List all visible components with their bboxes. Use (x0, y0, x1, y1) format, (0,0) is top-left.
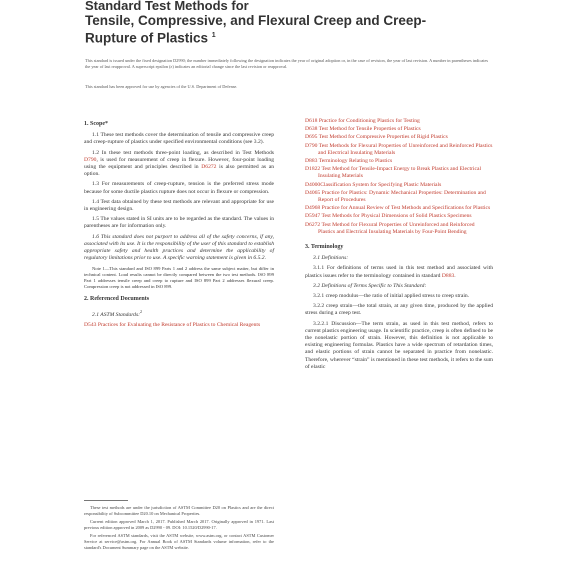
ref-title-link[interactable]: Classification System for Specifying Plastic Materials (320, 181, 442, 188)
scope-heading: 1. Scope* (84, 121, 108, 127)
note-1: Note 1—This standard and ISO 899 Parts 1 and 2 address the same subject matter, but differ in technical content. Load results cannot be directly compared between the two test methods. ISO 899 Part 1 addresses tensile creep and creep to rupture and ISO 899 Part 2 addresses flexural creep. Compression creep is not addressed in ISO 899. (84, 266, 274, 290)
ref-title-link[interactable]: Test Method for Tensile-Impact Energy to Break Plastics and Electrical Insulating Materials (318, 166, 482, 180)
ref-title-link[interactable]: Test Method for Tensile Properties of Plastics (317, 126, 421, 133)
astm-footnote-marker: 2 (140, 308, 143, 314)
footnote-rule (84, 500, 128, 501)
ref-item (305, 118, 493, 125)
para-1-2 (84, 150, 274, 179)
ref-link-d883[interactable]: D883 (441, 272, 455, 279)
para-3-2: 3.2 Definitions of Terms Specific to This Standard: (313, 282, 427, 289)
definitions-heading: 3.1 Definitions: (313, 255, 349, 262)
para-1-2-text-b: , is used for measurement of creep in flexure. However, four-point loading using the equipment and principles described in (84, 156, 274, 171)
ref-d543-title[interactable]: Practices for Evaluating the Resistance of Plastics to Chemical Reagents (96, 321, 261, 328)
title-footnote-marker: 1 (211, 32, 216, 39)
ref-code-link[interactable]: D4968 (305, 205, 321, 212)
ref-title-link[interactable]: Practice for Annual Review of Test Methods and Specifications for Plastics (320, 205, 491, 212)
ref-title-link[interactable]: Terminology Relating to Plastics (317, 158, 393, 165)
ref-item (305, 182, 493, 189)
ref-code-link[interactable]: D6272 (305, 221, 321, 228)
para-1-2-text-a: 1.2 In these test methods three-point loading, as described in Test Methods (92, 149, 274, 156)
ref-d543 (84, 322, 274, 329)
ref-d543-code[interactable]: D543 (84, 321, 97, 328)
ref-item (305, 134, 493, 141)
designation-note: This standard is issued under the fixed designation D2990; the number immediately following the designation indicates the year of original adoption or, in the case of revision, the year of last revision. A number in parentheses indicates the year of last reapproval. A superscript epsilon (ε) indicates an editorial change since the last revision or reapproval. (85, 58, 489, 69)
para-1-1: 1.1 These test methods cover the determination of tensile and compressive creep and creep-rupture of plastics under specified environmental conditions (see 3.2). (84, 132, 274, 146)
para-1-2-text-c: is also permitted as an option. (84, 164, 274, 178)
para-3-2-1: 3.2.1 creep modulus—the ratio of initial applied stress to creep strain. (313, 293, 470, 300)
footnote-2: For referenced ASTM standards, visit the ASTM website, www.astm.org, or contact ASTM Customer Service at service@astm.org. For Annual Book of ASTM Standards volume information, refer to the standard's Document Summary page on the ASTM website. (84, 533, 274, 550)
para-3-1-1 (305, 265, 493, 279)
ref-item (305, 126, 493, 133)
terminology-heading: 3. Terminology (305, 244, 344, 251)
para-3-2-2: 3.2.2 creep strain—the total strain, at any given time, produced by the applied stress during a creep test. (305, 303, 493, 317)
astm-standards-label (84, 308, 274, 319)
referenced-documents-heading: 2. Referenced Documents (84, 296, 150, 303)
ref-item (305, 205, 493, 212)
document-title (85, 0, 505, 46)
para-1-6: 1.6 This standard does not purport to address all of the safety concerns, if any, associated with its use. It is the responsibility of the user of this standard to establish appropriate safety and health practices and determine the applicability of regulatory limitations prior to use. A specific warning statement is given in 6.5.2. (84, 233, 274, 262)
ref-code-link[interactable]: D618 (305, 118, 318, 124)
ref-code-link[interactable]: D1822 (305, 166, 321, 173)
ref-item (305, 213, 493, 220)
referenced-standards-list (305, 118, 493, 236)
ref-link-d790[interactable]: D790 (84, 156, 97, 163)
right-column (305, 118, 493, 374)
footnote-1b: Current edition approved March 1, 2017. Published March 2017. Originally approved in 1971. Last previous edition approved in 2009 as D2990 - 09. DOI: 10.1520/D2990-17. (84, 519, 274, 530)
ref-title-link[interactable]: Test Methods for Flexural Properties of Unreinforced and Reinforced Plastics and Electrical Insulating Materials (317, 142, 493, 156)
ref-item (305, 222, 493, 236)
ref-code-link[interactable]: D4065 (305, 189, 321, 196)
para-1-3: 1.3 For measurements of creep-rupture, tension is the preferred stress mode because for some ductile plastics rupture does not occur in flexure or compression. (84, 181, 274, 195)
ref-item (305, 143, 493, 157)
ref-title-link[interactable]: Test Method for Compressive Properties of Rigid Plastics (317, 134, 448, 141)
ref-title-link[interactable]: Practice for Conditioning Plastics for Testing (317, 118, 420, 124)
ref-item (305, 158, 493, 165)
para-3-1-1-text-b: . (454, 272, 456, 279)
dod-note: This standard has been approved for use by agencies of the U.S. Department of Defense. (85, 84, 238, 89)
footnotes (84, 505, 274, 553)
para-1-4: 1.4 Test data obtained by these test methods are relevant and appropriate for use in engineering design. (84, 198, 274, 213)
ref-code-link[interactable]: D790 (305, 142, 318, 149)
ref-code-link[interactable]: D883 (305, 158, 318, 165)
para-3-2-2-1: 3.2.2.1 Discussion—The term strain, as used in this test method, refers to current plastics engineering usage. In scientific practice, creep is often defined to be the nonelastic portion of strain. However, this definition is not applicable to existing engineering formulas. Plastics have a wide spectrum of retardation times, and elastic portions of strain cannot be separated in practice from nonelastic. Therefore, wherever “strain” is mentioned in these test methods, it refers to the sum of elastic (305, 320, 493, 370)
ref-item (305, 190, 493, 204)
footnote-1: These test methods are under the jurisdiction of ASTM Committee D20 on Plastics and are the direct responsibility of Subcommittee D20.10 on Mechanical Properties. (84, 505, 274, 516)
ref-title-link[interactable]: Practice for Plastics: Dynamic Mechanical Properties: Determination and Report of Procedures (318, 189, 486, 204)
para-1-5: 1.5 The values stated in SI units are to be regarded as the standard. The values in parentheses are for information only. (84, 216, 274, 230)
ref-item (305, 166, 493, 180)
para-3-1-1-text-a: 3.1.1 For definitions of terms used in this test method and associated with plastics issues refer to the terminology contained in standard (305, 265, 493, 279)
title-line-1: Standard Test Methods for (85, 0, 249, 13)
ref-link-d6272[interactable]: D6272 (201, 164, 217, 171)
ref-code-link[interactable]: D638 (305, 126, 318, 133)
title-line-3 (85, 28, 505, 46)
left-column (84, 118, 274, 330)
ref-title-link[interactable]: Test Method for Flexural Properties of Unreinforced and Reinforced Plastics and Electrical Insulating Materials by Four-Point Bending (318, 221, 475, 235)
ref-code-link[interactable]: D4000 (305, 181, 321, 188)
ref-code-link[interactable]: D5947 (305, 213, 321, 220)
astm-standards-text: 2.1 ASTM Standards: (92, 311, 141, 318)
title-line-2: Tensile, Compressive, and Flexural Creep and Creep- (85, 13, 427, 28)
ref-title-link[interactable]: Test Methods for Physical Dimensions of Solid Plastics Specimens (320, 213, 472, 220)
ref-code-link[interactable]: D695 (305, 134, 318, 141)
title-line-3-text: Rupture of Plastics (85, 30, 209, 46)
